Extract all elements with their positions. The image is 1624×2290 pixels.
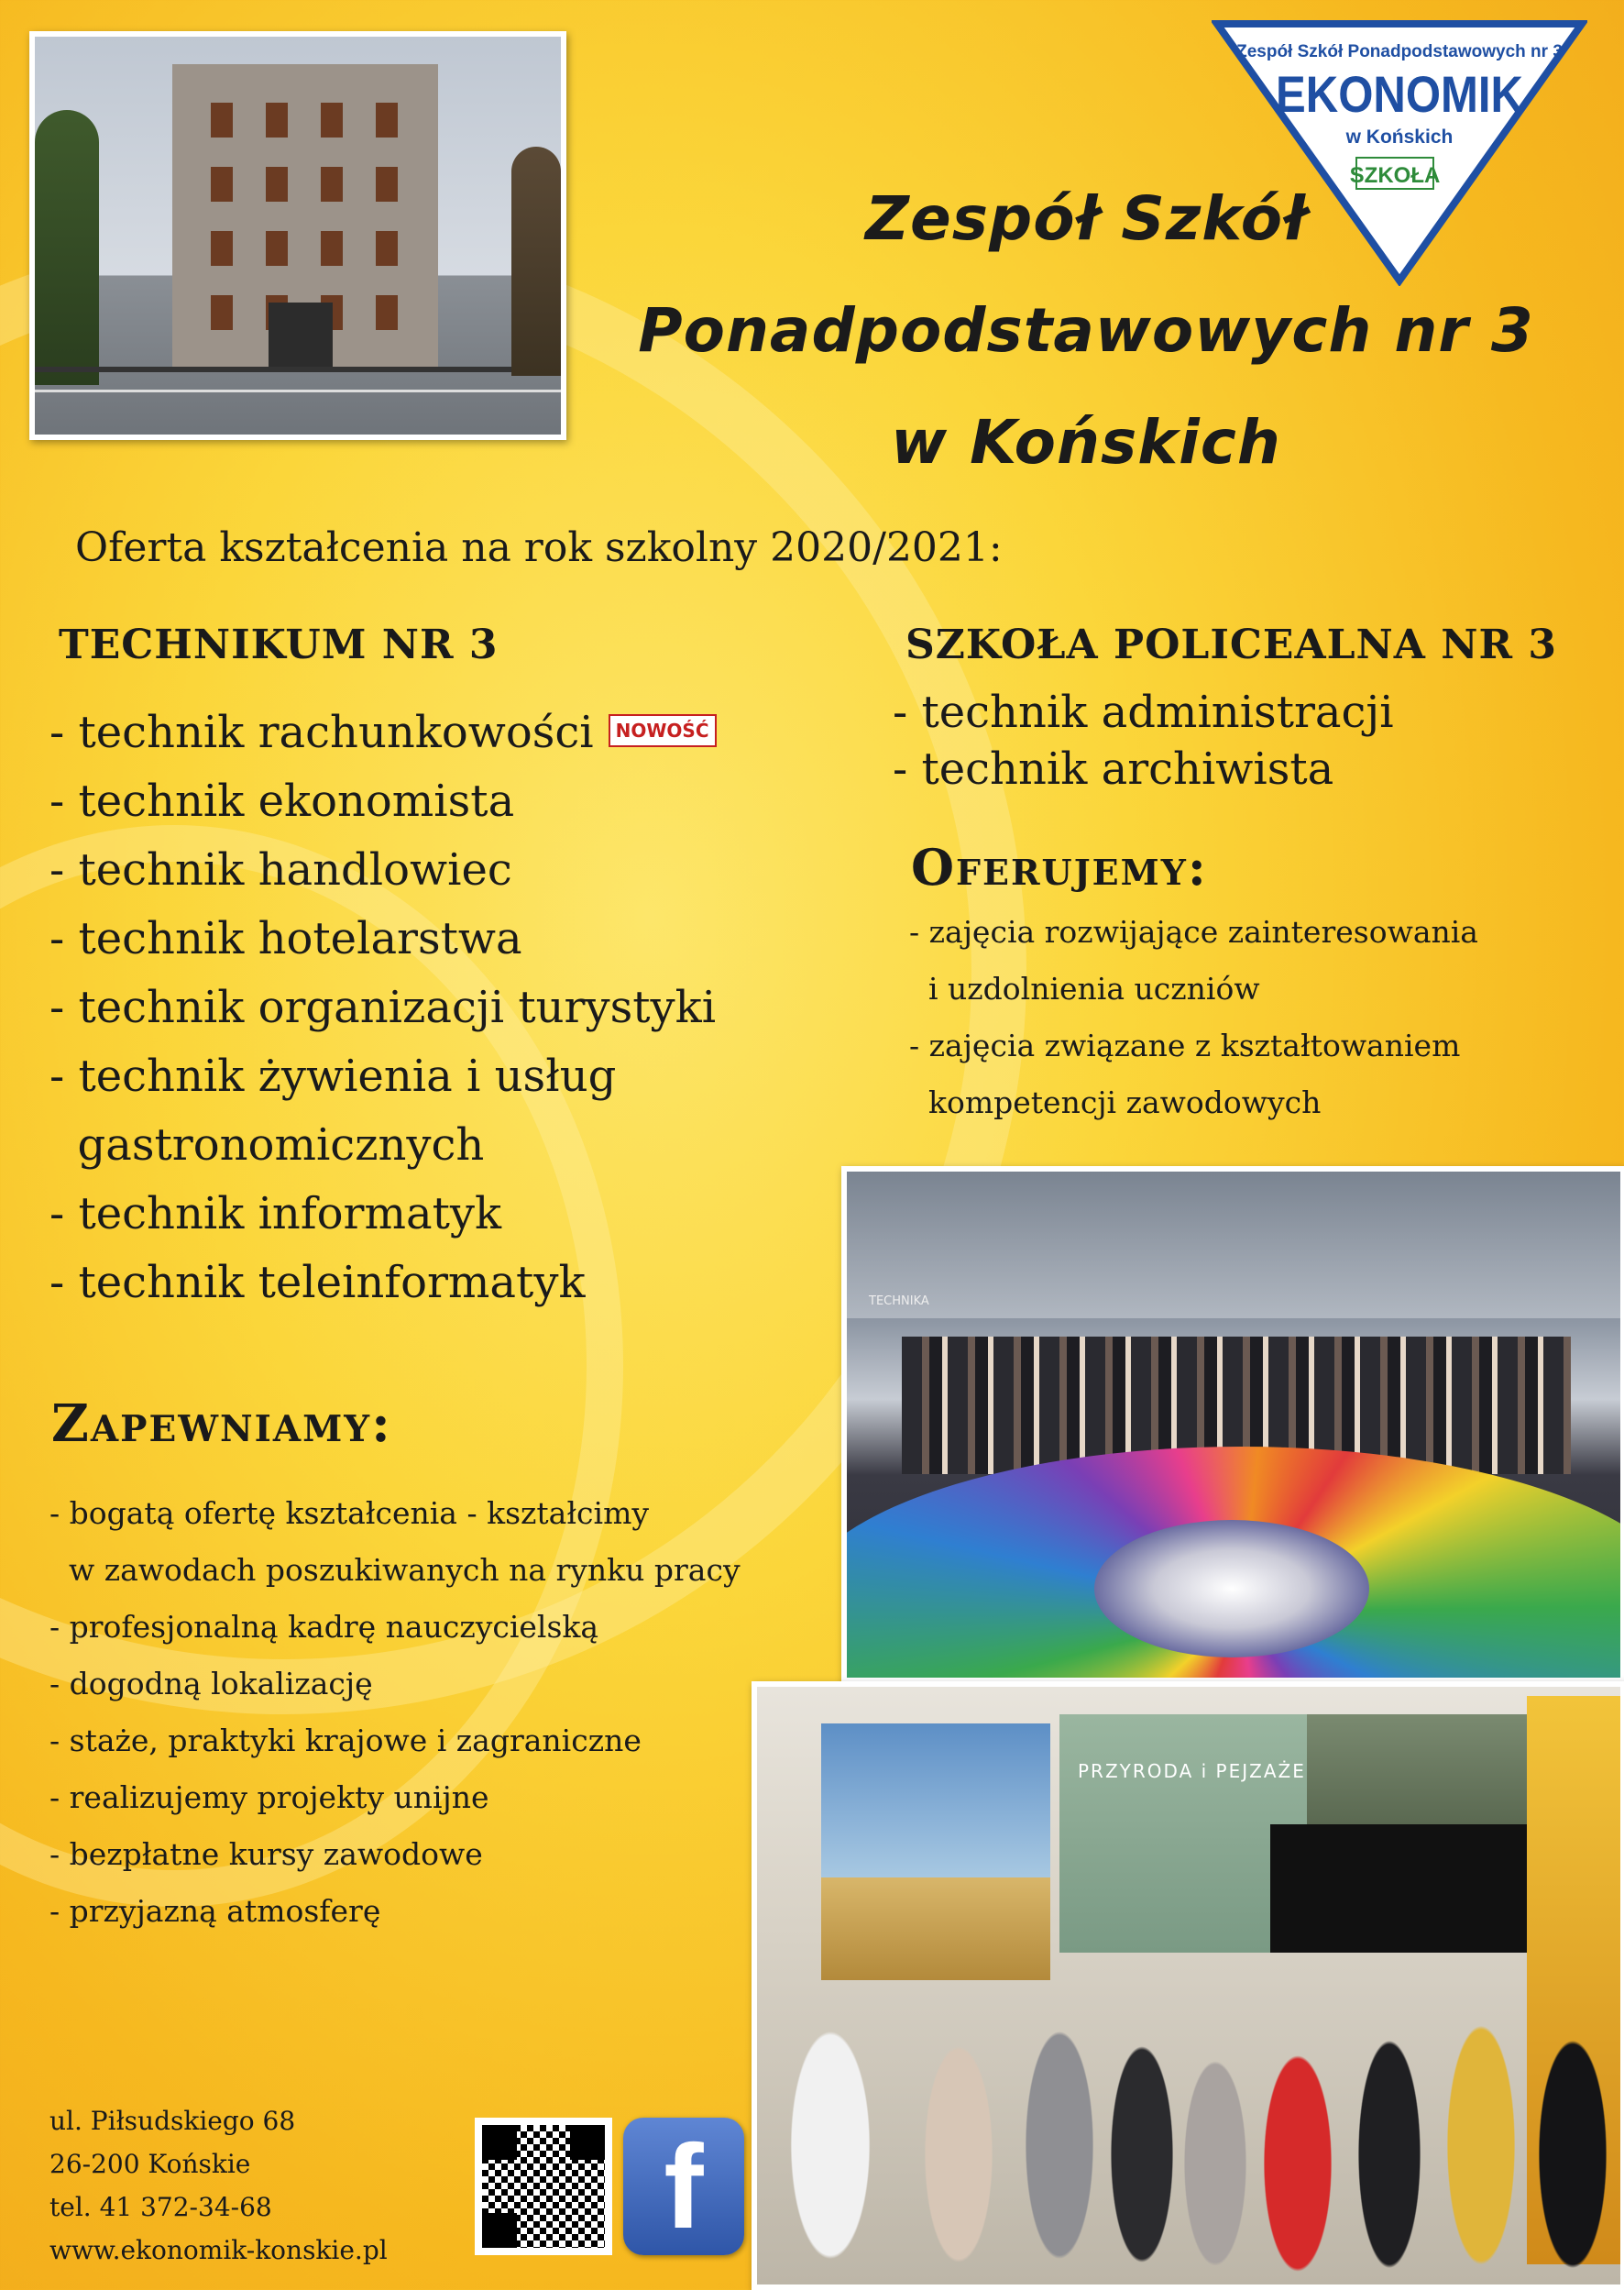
policealna-list xyxy=(893,684,1394,798)
title-line-2: Ponadpodstawowych nr 3 xyxy=(638,295,1534,366)
zapewniamy-heading: Zapewniamy: xyxy=(51,1393,392,1454)
logo-town: w Końskich xyxy=(1345,127,1454,148)
qr-code[interactable] xyxy=(475,2118,612,2255)
technikum-heading: TECHNIKUM NR 3 xyxy=(59,622,499,668)
contact-phone: tel. 41 372-34-68 xyxy=(49,2192,272,2222)
policealna-heading: SZKOŁA POLICEALNA NR 3 xyxy=(905,622,1557,668)
list-item: - technik organizacji turystyki xyxy=(49,982,717,1033)
list-item: - zajęcia rozwijające zainteresowania xyxy=(909,914,1478,950)
list-item: - technik ekonomista xyxy=(49,776,515,827)
zapewniamy-list xyxy=(49,1485,741,1940)
list-item: gastronomicznych xyxy=(49,1119,485,1171)
offer-intro: Oferta kształcenia na rok szkolny 2020/2021: xyxy=(75,524,1003,571)
list-item: i uzdolnienia uczniów xyxy=(909,971,1260,1007)
list-item: - technik informatyk xyxy=(49,1188,502,1239)
list-item-text: - technik rachunkowości xyxy=(49,707,594,758)
contact-block xyxy=(49,2099,388,2272)
list-item: - przyjazną atmosferę xyxy=(49,1893,381,1929)
list-item: - bezpłatne kursy zawodowe xyxy=(49,1836,483,1872)
list-item: - profesjonalną kadrę nauczycielską xyxy=(49,1609,599,1645)
logo-badge: SZKOŁA xyxy=(1349,163,1441,188)
list-item: - realizujemy projekty unijne xyxy=(49,1779,489,1815)
list-item: - technik archiwista xyxy=(893,743,1334,795)
title-line-1: Zespół Szkół xyxy=(865,183,1307,254)
logo-top-line: Zespół Szkół Ponadpodstawowych nr 3 xyxy=(1236,42,1563,61)
list-item: - technik administracji xyxy=(893,687,1394,738)
technikum-list xyxy=(49,699,717,1317)
new-badge: NOWOŚĆ xyxy=(609,714,717,747)
list-item: - staże, praktyki krajowe i zagraniczne xyxy=(49,1723,642,1758)
list-item: - bogatą ofertę kształcenia - kształcimy xyxy=(49,1495,650,1531)
list-item: - dogodną lokalizację xyxy=(49,1666,373,1701)
logo-name: EKONOMIK xyxy=(1276,65,1523,123)
list-item xyxy=(49,699,717,767)
list-item: kompetencji zawodowych xyxy=(909,1084,1322,1120)
list-item: - zajęcia związane z kształtowaniem xyxy=(909,1028,1461,1063)
list-item: - technik żywienia i usług xyxy=(49,1051,617,1102)
facebook-glyph: f xyxy=(664,2119,704,2253)
list-item: - technik teleinformatyk xyxy=(49,1257,586,1308)
fair-banner: PRZYRODA i PEJZAŻE xyxy=(1078,1760,1306,1782)
school-fair-group-photo xyxy=(752,1681,1624,2290)
list-item: w zawodach poszukiwanych na rynku pracy xyxy=(49,1552,741,1588)
contact-street: ul. Piłsudskiego 68 xyxy=(49,2106,296,2136)
oferujemy-heading: Oferujemy: xyxy=(911,838,1208,897)
tv-studio-group-photo xyxy=(841,1166,1624,1683)
title-line-3: w Końskich xyxy=(891,407,1281,478)
oferujemy-list xyxy=(909,904,1478,1131)
school-building-photo xyxy=(29,31,566,440)
studio-sign: TECHNIKA xyxy=(869,1294,929,1308)
facebook-icon[interactable] xyxy=(623,2118,744,2255)
list-item: - technik hotelarstwa xyxy=(49,913,522,964)
list-item: - technik handlowiec xyxy=(49,844,512,896)
contact-website[interactable]: www.ekonomik-konskie.pl xyxy=(49,2235,388,2265)
contact-city: 26-200 Końskie xyxy=(49,2149,251,2179)
